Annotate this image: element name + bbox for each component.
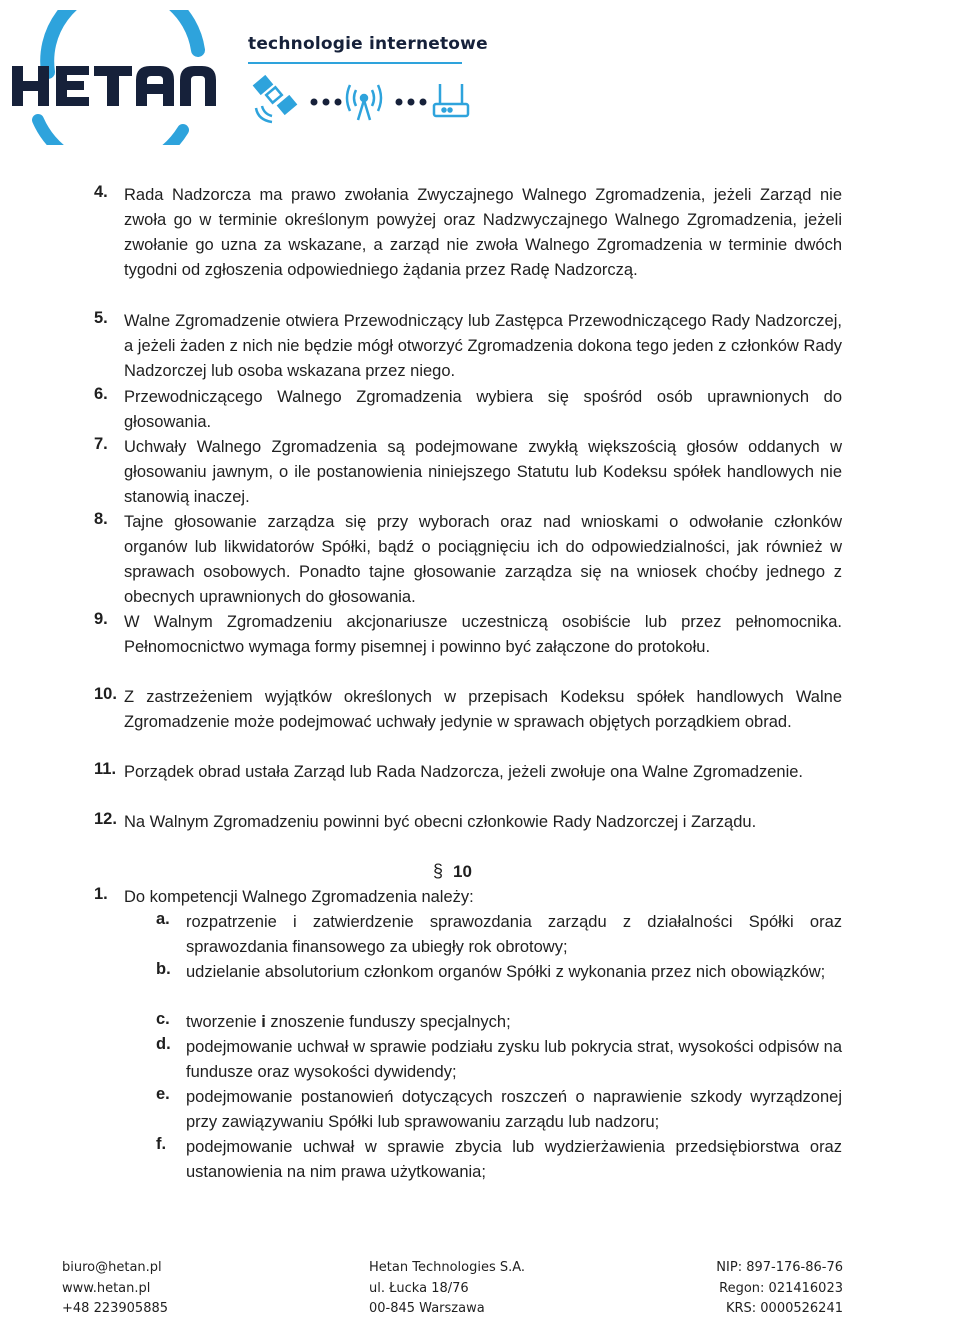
item-text: Do kompetencji Walnego Zgromadzenia należy: — [124, 888, 474, 906]
sub-item-text: podejmowanie postanowień dotyczących roszczeń o naprawienie szkody wyrządzonej przy zawiązywaniu Spółki lub sprawowaniu zarządu lub nadzoru; — [186, 1088, 842, 1131]
section-symbol: § — [433, 861, 444, 881]
footer-regon: Regon: 021416023 — [719, 1280, 843, 1296]
item-number: 1. — [94, 885, 108, 903]
page-footer — [0, 1258, 960, 1318]
footer-nip: NIP: 897-176-86-76 — [716, 1260, 843, 1275]
item-text: Porządek obrad ustała Zarząd lub Rada Nadzorcza, jeżeli zwołuje ona Walne Zgromadzenie. — [124, 763, 803, 781]
footer-city: 00-845 Warszawa — [369, 1301, 485, 1316]
item-text: Przewodniczącego Walnego Zgromadzenia wybiera się spośród osób uprawnionych do głosowania. — [124, 388, 842, 431]
item-number: 5. — [94, 309, 108, 327]
sub-item-label: d. — [156, 1035, 171, 1053]
section-heading — [433, 861, 472, 882]
footer-krs: KRS: 0000526241 — [725, 1301, 843, 1316]
item-text: Rada Nadzorcza ma prawo zwołania Zwyczajnego Walnego Zgromadzenia, jeżeli Zarząd nie zwoła go w terminie określonym powyżej oraz Nadzwyczajnego Walnego Zgromadzenia, jeżeli zwołanie go uzna za wskazane, a zarząd nie zwoła Walnego Zgromadzenia w terminie dwóch tygodni od zgłoszenia odpowiedniego żądania przez Radę Nadzorczą. — [124, 186, 842, 279]
sub-item-label: c. — [156, 1010, 170, 1028]
footer-address — [369, 1258, 525, 1318]
item-number: 12. — [94, 810, 117, 828]
footer-email[interactable]: biuro@hetan.pl — [62, 1260, 162, 1275]
satellite-icon — [254, 77, 295, 122]
item-number: 11. — [94, 760, 117, 778]
sub-item-text-part: znoszenie funduszy specjalnych; — [265, 1013, 511, 1031]
page-header — [0, 0, 960, 160]
item-number: 6. — [94, 385, 108, 403]
sub-item-label: f. — [156, 1135, 167, 1153]
item-text: Tajne głosowanie zarządza się przy wyborach oraz nad wnioskami o odwołanie członków organów lub likwidatorów Spółki, bądź o pociągnięciu ich do odpowiedzialności, jak również w sprawach osobowych. Ponadto tajne głosowanie zarządza się na wniosek choćby jednego z obecnych uprawnionych do głosowania. — [124, 513, 842, 606]
sub-item-text — [186, 1010, 842, 1035]
wifi-antenna-icon — [347, 85, 381, 120]
item-number: 8. — [94, 510, 108, 528]
sub-item-label: b. — [156, 960, 171, 978]
router-icon — [434, 84, 468, 116]
service-icons — [234, 66, 474, 126]
sub-item-text: rozpatrzenie i zatwierdzenie sprawozdania zarządu z działalności Spółki oraz sprawozdania finansowego za ubiegły rok obrotowy; — [186, 913, 842, 956]
item-number: 10. — [94, 685, 117, 703]
sub-item-text: podejmowanie uchwał w sprawie zbycia lub wydzierżawienia przedsiębiorstwa oraz ustanowienia na nim prawa użytkowania; — [186, 1138, 842, 1181]
item-text: Walne Zgromadzenie otwiera Przewodniczący lub Zastępca Przewodniczącego Rady Nadzorczej, a jeżeli żaden z nich nie będzie mógł otworzyć Zgromadzenia dokona tego jeden z członków Rady Nadzorczej lub osoba wskazana przez niego. — [124, 312, 842, 380]
tagline-underline — [248, 62, 462, 64]
item-number: 4. — [94, 183, 108, 201]
sub-item-label: e. — [156, 1085, 170, 1103]
footer-company-name: Hetan Technologies S.A. — [369, 1260, 526, 1275]
item-text: W Walnym Zgromadzeniu akcjonariusze uczestniczą osobiście lub przez pełnomocnika. Pełnomocnictwo wymaga formy pisemnej i powinno być załączone do protokołu. — [124, 613, 842, 656]
sub-item-text: udzielanie absolutorium członkom organów Spółki z wykonania przez nich obowiązków; — [186, 963, 826, 981]
footer-street: ul. Łucka 18/76 — [369, 1280, 469, 1296]
item-text: Uchwały Walnego Zgromadzenia są podejmowane zwykłą większością głosów oddanych w głosowaniu jawnym, o ile postanowienia niniejszego Statutu lub Kodeksu spółek handlowych nie stanowią inaczej. — [124, 438, 842, 506]
company-tagline: technologie internetowe — [248, 34, 488, 54]
item-number: 9. — [94, 610, 108, 628]
footer-contact — [62, 1258, 168, 1318]
sub-item-label: a. — [156, 910, 170, 928]
section-number: 10 — [453, 862, 472, 881]
footer-phone: +48 223905885 — [62, 1301, 169, 1316]
item-number: 7. — [94, 435, 108, 453]
sub-item-text-part: tworzenie — [186, 1013, 262, 1031]
sub-item-text: podejmowanie uchwał w sprawie podziału zysku lub pokrycia strat, wysokości odpisów na fundusze oraz wysokości dywidendy; — [186, 1038, 842, 1081]
footer-website[interactable]: www.hetan.pl — [62, 1280, 151, 1296]
item-text: Na Walnym Zgromadzeniu powinni być obecni członkowie Rady Nadzorczej i Zarządu. — [124, 813, 757, 831]
sub-item-text-bold: i — [261, 1013, 266, 1031]
item-text: Z zastrzeżeniem wyjątków określonych w przepisach Kodeksu spółek handlowych Walne Zgromadzenie może podejmować uchwały jedynie w sprawach objętych porządkiem obrad. — [124, 688, 842, 731]
footer-registry — [708, 1258, 843, 1318]
hetan-logo — [8, 10, 218, 145]
